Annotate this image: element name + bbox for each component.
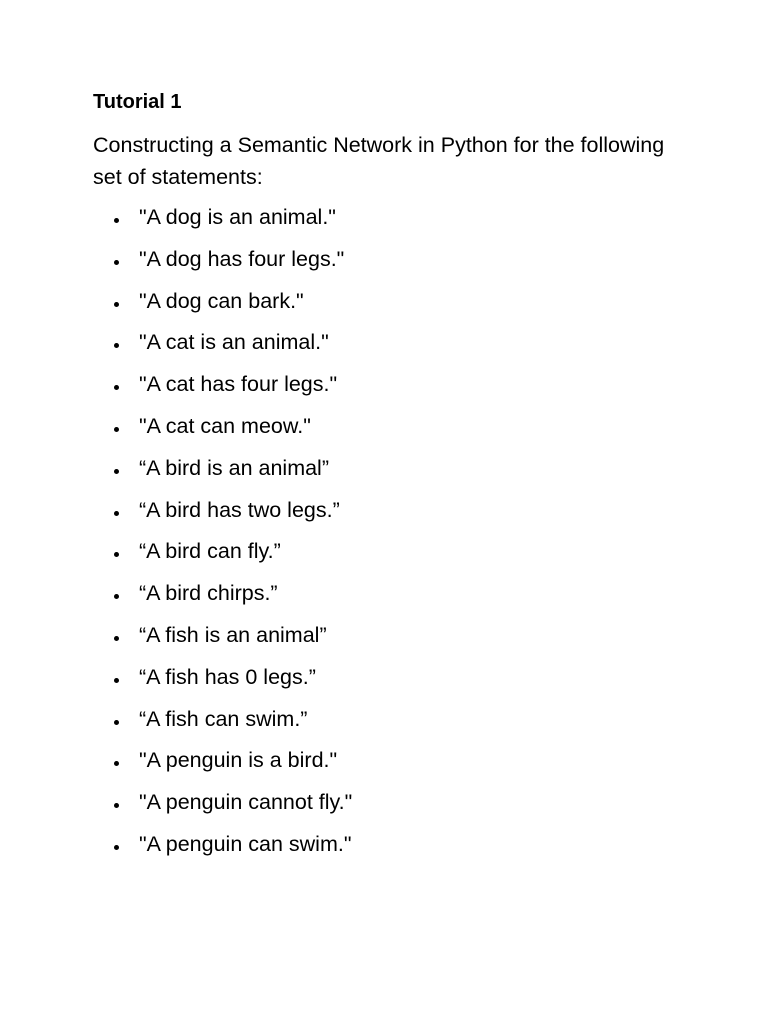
statement-text: "A cat can meow." xyxy=(139,413,311,438)
statement-text: “A bird is an animal” xyxy=(139,455,329,480)
intro-paragraph: Constructing a Semantic Network in Python for the following set of statements: xyxy=(93,133,665,189)
statement-text: “A fish can swim.” xyxy=(139,706,308,731)
statement-list-item xyxy=(0,701,700,743)
statement-text: "A cat has four legs." xyxy=(139,372,338,397)
statement-list-item xyxy=(0,241,700,283)
statement-text: "A cat is an animal." xyxy=(139,330,329,355)
statement-list-item xyxy=(0,492,700,534)
statement-list-item xyxy=(0,826,700,868)
statement-text: "A dog has four legs." xyxy=(139,246,345,271)
statement-text: “A fish is an animal” xyxy=(139,622,327,647)
statement-text: "A dog can bark." xyxy=(139,288,304,313)
bullet-icon xyxy=(114,260,119,265)
statement-text: “A bird can fly.” xyxy=(139,539,281,564)
statement-text: “A fish has 0 legs.” xyxy=(139,664,316,689)
bullet-icon xyxy=(114,552,119,557)
bullet-icon xyxy=(114,511,119,516)
statement-list-item xyxy=(0,366,700,408)
bullet-icon xyxy=(114,720,119,725)
statement-list-item xyxy=(0,450,700,492)
statement-list xyxy=(0,199,700,868)
statement-list-item xyxy=(0,283,700,325)
statement-list-item xyxy=(0,575,700,617)
document-title: Tutorial 1 xyxy=(93,91,182,113)
statement-list-item xyxy=(0,324,700,366)
bullet-icon xyxy=(114,678,119,683)
statement-text: “A bird has two legs.” xyxy=(139,497,340,522)
bullet-icon xyxy=(114,761,119,766)
statement-list-item xyxy=(0,742,700,784)
statement-text: "A penguin is a bird." xyxy=(139,748,338,773)
bullet-icon xyxy=(114,385,119,390)
statement-list-item xyxy=(0,617,700,659)
bullet-icon xyxy=(114,469,119,474)
bullet-icon xyxy=(114,594,119,599)
statement-text: “A bird chirps.” xyxy=(139,581,278,606)
bullet-icon xyxy=(114,343,119,348)
bullet-icon xyxy=(114,218,119,223)
statement-text: "A penguin can swim." xyxy=(139,831,352,856)
statement-text: "A penguin cannot fly." xyxy=(139,790,353,815)
bullet-icon xyxy=(114,803,119,808)
bullet-icon xyxy=(114,636,119,641)
statement-text: "A dog is an animal." xyxy=(139,205,336,229)
bullet-icon xyxy=(114,845,119,850)
statement-list-item xyxy=(0,199,700,241)
bullet-icon xyxy=(114,427,119,432)
statement-list-item xyxy=(0,659,700,701)
statement-list-item xyxy=(0,784,700,826)
bullet-icon xyxy=(114,302,119,307)
statement-list-item xyxy=(0,408,700,450)
statement-list-item xyxy=(0,533,700,575)
